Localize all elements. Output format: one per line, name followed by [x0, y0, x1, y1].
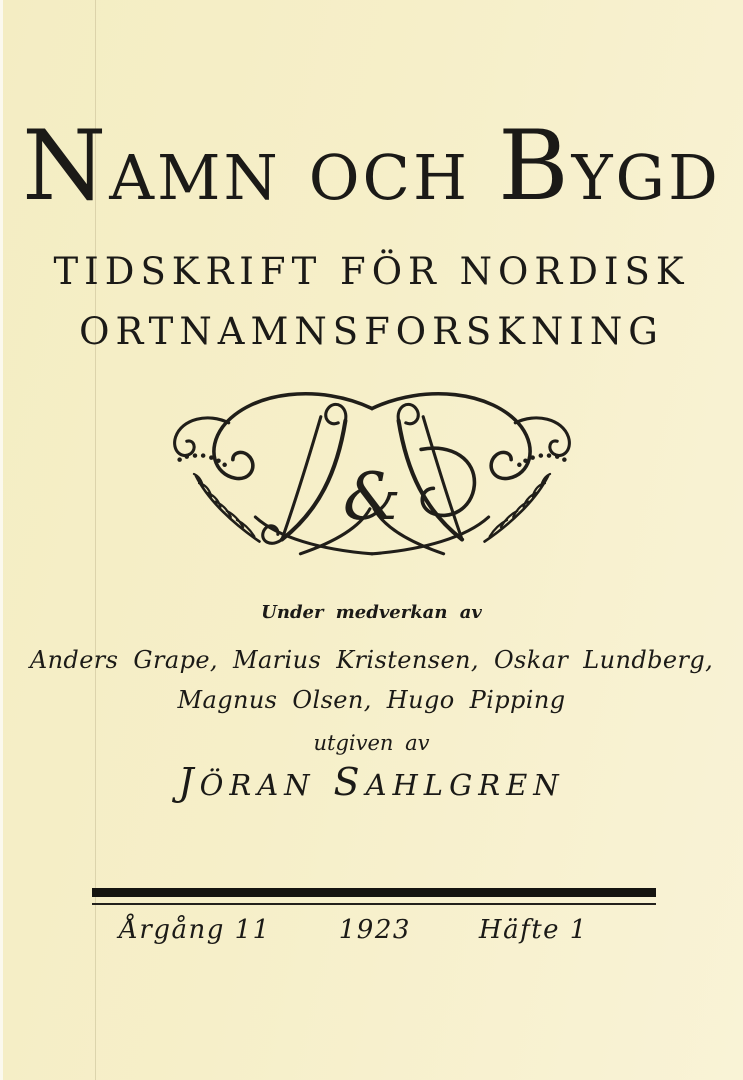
title-rest-ygd: YGD	[571, 141, 721, 214]
publisher-rest-oran: ÖRAN	[199, 768, 316, 802]
journal-subtitle-line-2: ORTNAMNSFORSKNING	[79, 310, 664, 353]
publisher-heading: utgiven av	[313, 731, 430, 755]
journal-title	[0, 110, 743, 222]
journal-subtitle-line-1: TIDSKRIFT FÖR NORDISK	[53, 250, 690, 293]
contributors-heading: Under medverkan av	[261, 602, 482, 623]
title-initial-n: N	[22, 110, 110, 222]
title-initial-b: B	[498, 110, 572, 222]
contributors-line-1: Anders Grape, Marius Kristensen, Oskar Lundberg,	[29, 646, 714, 674]
contributors-line-2: Magnus Olsen, Hugo Pipping	[177, 686, 566, 714]
monogram-ornament-svg	[157, 386, 587, 562]
issue-label: Häfte 1	[478, 915, 588, 945]
fern-right	[484, 474, 549, 542]
footer-rule-thick	[92, 888, 656, 897]
title-rest-amn: AMN	[109, 141, 281, 214]
publisher-initial-j: J	[178, 760, 200, 804]
volume-label: Årgång 11	[119, 915, 271, 945]
year-label: 1923	[338, 915, 411, 945]
title-word-och: OCH	[308, 141, 471, 214]
ampersand-glyph: &	[342, 459, 401, 536]
monogram-ornament	[157, 386, 587, 566]
publisher-initial-s: S	[333, 760, 366, 804]
issue-info-line	[0, 915, 707, 945]
footer-rule-thin	[92, 903, 656, 905]
publisher-name	[0, 760, 743, 804]
fern-left	[193, 474, 258, 542]
publisher-rest-ahlgren: AHLGREN	[365, 768, 565, 802]
